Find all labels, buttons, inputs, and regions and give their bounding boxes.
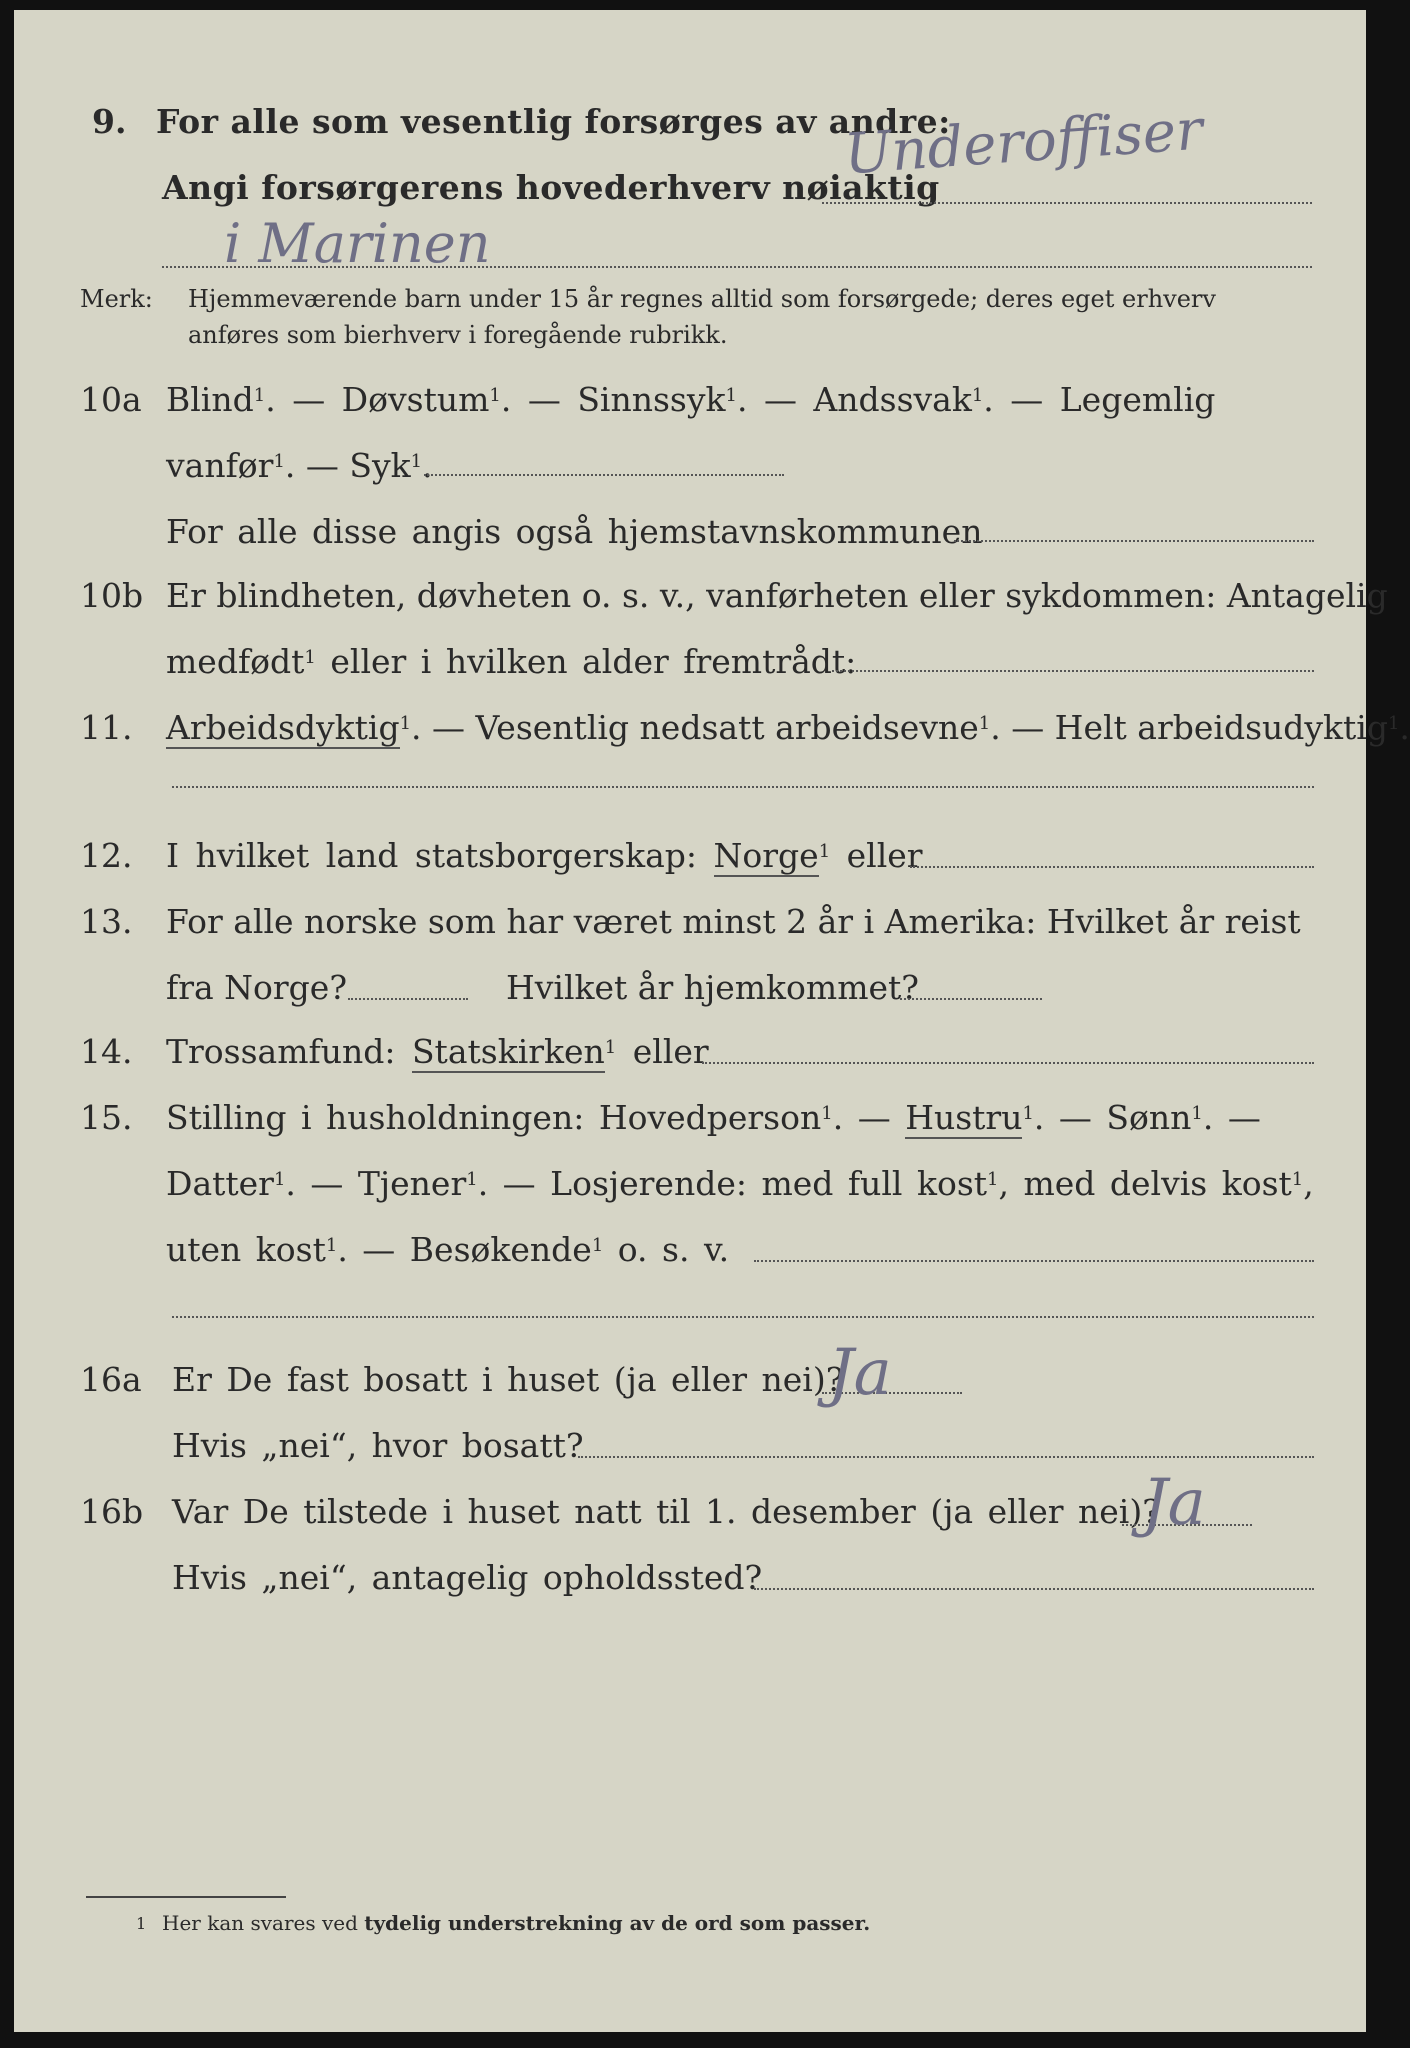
q16b-line2: Hvis „nei“, antagelig opholdssted?	[172, 1558, 763, 1597]
q15-number: 15.	[80, 1098, 133, 1137]
q10a-dovstum: — Døvstum	[292, 380, 490, 419]
q9-answer-line	[822, 202, 1312, 204]
q15-answer-line-2	[172, 1316, 1314, 1318]
q11-arbeidsdyktig-underlined: Arbeidsdyktig	[166, 708, 400, 747]
q10a-line1: Blind$^1$. — Døvstum$^1$. — Sinnssyk$^1$. — Andssvak$^1$. — Legemlig	[166, 380, 1216, 419]
q10a-syk-line	[424, 474, 784, 476]
q10a-andssvak: — Andssvak	[763, 380, 972, 419]
q14-statskirken-underlined: Statskirken	[411, 1032, 605, 1071]
q9-number: 9.	[92, 102, 127, 141]
q13-line1: For alle norske som har været minst 2 år i Amerika: Hvilket år reist	[166, 902, 1301, 941]
q16b-number: 16b	[80, 1492, 144, 1531]
q9-handwritten-answer-2: i Marinen	[224, 212, 491, 275]
q10a-kommune-line	[954, 540, 1314, 542]
q12-norge-underlined: Norge	[713, 836, 819, 875]
q12-number: 12.	[80, 836, 133, 875]
q13-number: 13.	[80, 902, 133, 941]
q12-answer-line	[910, 866, 1314, 868]
q11-number: 11.	[80, 708, 133, 747]
q15-hustru-underlined: Hustru	[905, 1098, 1023, 1137]
q10b-number: 10b	[80, 576, 144, 615]
q10a-sinnssyk: — Sinnssyk	[527, 380, 726, 419]
merk-line2: anføres som bierhverv i foregående rubrikk.	[188, 321, 728, 349]
q16a-line1: Er De fast bosatt i huset (ja eller nei)?	[172, 1360, 844, 1399]
q13-hjemkommet-line	[900, 998, 1042, 1000]
q10b-line2: medfødt$^1$ eller i hvilken alder fremtrådt:	[166, 642, 857, 681]
q11-answer-line	[172, 786, 1314, 788]
q15-answer-line	[754, 1260, 1314, 1262]
q10a-line3: For alle disse angis også hjemstavnskommunen	[166, 512, 983, 551]
q14-number: 14.	[80, 1032, 133, 1071]
q13-reist-line	[348, 998, 468, 1000]
merk-line1: Hjemmeværende barn under 15 år regnes alltid som forsørgede; deres eget erhverv	[188, 285, 1216, 313]
q16b-line1: Var De tilstede i huset natt til 1. desember (ja eller nei)?	[172, 1492, 1160, 1531]
q12-line: I hvilket land statsborgerskap: Norge$^1$ eller	[166, 836, 923, 875]
q10a-legemlig: — Legemlig	[1010, 380, 1216, 419]
q16b-opholdssted-line	[754, 1588, 1314, 1590]
q10a-line2: vanfør$^1$. — Syk$^1$.	[166, 446, 433, 485]
q16a-bosatt-line	[578, 1456, 1314, 1458]
q9-line1: For alle som vesentlig forsørges av andre:	[156, 102, 951, 141]
q10a-vanfor: vanfør	[166, 446, 274, 485]
q10a-syk: — Syk	[305, 446, 411, 485]
q16b-handwritten-answer: Ja	[1142, 1466, 1206, 1540]
q15-line2: Datter$^1$. — Tjener$^1$. — Losjerende: med full kost$^1$, med delvis kost$^1$,	[166, 1164, 1314, 1203]
q13-line2a: fra Norge?	[166, 968, 348, 1007]
q14-line: Trossamfund: Statskirken$^1$ eller	[166, 1032, 709, 1071]
q11-line1: Arbeidsdyktig$^1$. — Vesentlig nedsatt arbeidsevne$^1$. — Helt arbeidsudyktig$^1$.	[166, 708, 1410, 747]
q10a-number: 10a	[80, 380, 142, 419]
q16a-number: 16a	[80, 1360, 142, 1399]
footnote-mark: 1	[136, 1914, 147, 1933]
footnote-text: Her kan svares ved tydelig understrekning av de ord som passer.	[162, 1911, 871, 1935]
census-form-page	[14, 10, 1410, 2032]
q13-line2b: Hvilket år hjemkommet?	[506, 968, 919, 1007]
merk-label: Merk:	[80, 285, 153, 313]
q10b-answer-line	[832, 670, 1314, 672]
q15-line1: Stilling i husholdningen: Hovedperson$^1$. — Hustru$^1$. — Sønn$^1$. —	[166, 1098, 1261, 1137]
q9-line2: Angi forsørgerens hovederhverv nøiaktig	[162, 168, 940, 207]
q10a-blind: Blind	[166, 380, 254, 419]
q10b-line1: Er blindheten, døvheten o. s. v., vanførheten eller sykdommen: Antagelig	[166, 576, 1388, 615]
q16a-line2: Hvis „nei“, hvor bosatt?	[172, 1426, 584, 1465]
q16a-handwritten-answer: Ja	[828, 1336, 892, 1410]
q14-answer-line	[702, 1062, 1314, 1064]
q15-line3: uten kost$^1$. — Besøkende$^1$ o. s. v.	[166, 1230, 730, 1269]
q9-handwritten-answer: Underoffiser	[842, 97, 1205, 188]
footnote-rule	[86, 1896, 286, 1898]
